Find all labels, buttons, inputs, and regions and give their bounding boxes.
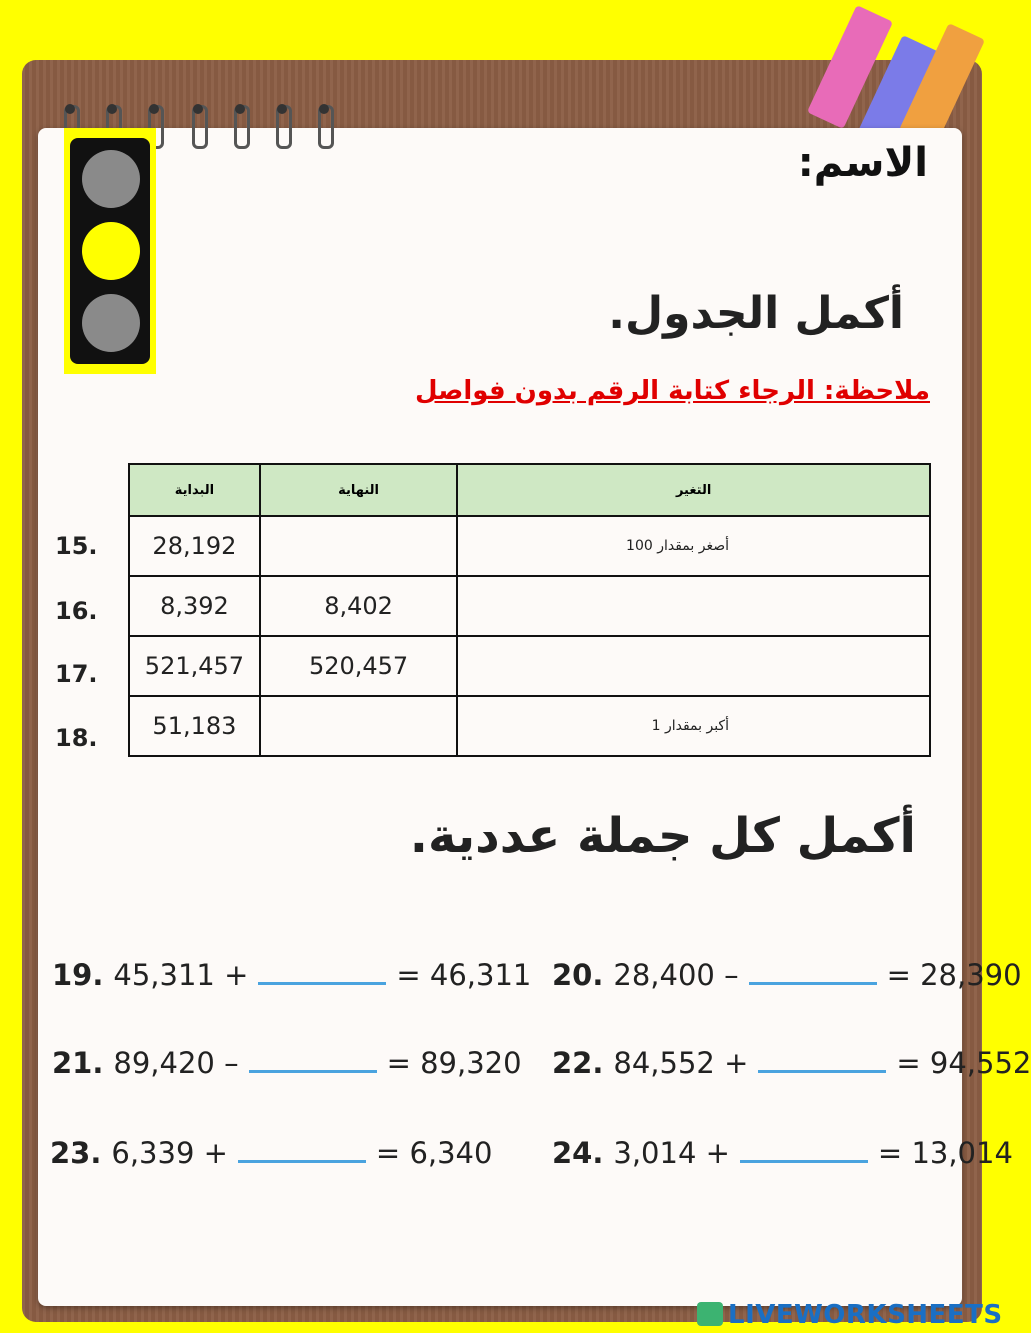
equation-right: = 28,390	[886, 958, 1022, 992]
answer-blank[interactable]	[249, 1046, 377, 1073]
end-cell: 520,457	[260, 636, 457, 696]
equation-left: 28,400 –	[613, 958, 739, 992]
equation-left: 89,420 –	[113, 1046, 239, 1080]
change-input-cell[interactable]	[457, 576, 930, 636]
equation-19	[52, 958, 531, 992]
change-cell: أصغر بمقدار 100	[457, 516, 930, 576]
column-header-end: النهاية	[260, 464, 457, 516]
equation-number: 22.	[552, 1046, 604, 1080]
equation-21	[52, 1046, 522, 1080]
table-row	[129, 516, 930, 576]
equation-23	[50, 1136, 492, 1170]
liveworksheets-brand[interactable]: LIVEWORKSHEETS	[728, 1300, 1003, 1330]
answer-blank[interactable]	[749, 958, 877, 985]
answer-blank[interactable]	[258, 958, 386, 985]
equation-right: = 94,552	[896, 1046, 1031, 1080]
equation-left: 3,014 +	[613, 1136, 730, 1170]
row-number: 15.	[55, 532, 98, 560]
equation-number: 23.	[50, 1136, 102, 1170]
start-cell: 51,183	[129, 696, 260, 756]
instruction-note: ملاحظة: الرجاء كتابة الرقم بدون فواصل	[415, 376, 930, 406]
table-header-row	[129, 464, 930, 516]
traffic-light-body	[70, 138, 150, 364]
end-input-cell[interactable]	[260, 696, 457, 756]
equation-right: = 46,311	[396, 958, 532, 992]
change-input-cell[interactable]	[457, 636, 930, 696]
equation-number: 21.	[52, 1046, 104, 1080]
equation-number: 19.	[52, 958, 104, 992]
traffic-light-top-lamp	[82, 150, 140, 208]
change-table	[128, 463, 931, 757]
spiral-ring	[234, 105, 250, 149]
column-header-change: التغير	[457, 464, 930, 516]
end-cell: 8,402	[260, 576, 457, 636]
liveworksheets-logo-icon	[697, 1302, 723, 1326]
equation-left: 84,552 +	[613, 1046, 749, 1080]
spiral-ring	[318, 105, 334, 149]
equation-left: 6,339 +	[111, 1136, 228, 1170]
table-heading: أكمل الجدول.	[608, 288, 904, 339]
equation-number: 20.	[552, 958, 604, 992]
name-label: الاسم:	[797, 140, 928, 186]
change-cell: أكبر بمقدار 1	[457, 696, 930, 756]
equation-right: = 6,340	[375, 1136, 493, 1170]
answer-blank[interactable]	[740, 1136, 868, 1163]
equation-number: 24.	[552, 1136, 604, 1170]
equation-right: = 89,320	[386, 1046, 522, 1080]
start-cell: 521,457	[129, 636, 260, 696]
equation-22	[552, 1046, 1031, 1080]
equation-right: = 13,014	[877, 1136, 1013, 1170]
equation-left: 45,311 +	[113, 958, 249, 992]
sentences-heading: أكمل كل جملة عددية.	[409, 808, 916, 864]
traffic-light-bottom-lamp	[82, 294, 140, 352]
row-number: 17.	[55, 660, 98, 688]
equation-20	[552, 958, 1022, 992]
start-cell: 28,192	[129, 516, 260, 576]
spiral-ring	[192, 105, 208, 149]
answer-blank[interactable]	[238, 1136, 366, 1163]
answer-blank[interactable]	[758, 1046, 886, 1073]
traffic-light-icon	[64, 128, 156, 374]
end-input-cell[interactable]	[260, 516, 457, 576]
table-row	[129, 696, 930, 756]
start-cell: 8,392	[129, 576, 260, 636]
row-number: 18.	[55, 724, 98, 752]
table-row	[129, 636, 930, 696]
equation-24	[552, 1136, 1013, 1170]
traffic-light-middle-lamp	[82, 222, 140, 280]
table-row	[129, 576, 930, 636]
row-number: 16.	[55, 597, 98, 625]
column-header-start: البداية	[129, 464, 260, 516]
spiral-ring	[276, 105, 292, 149]
